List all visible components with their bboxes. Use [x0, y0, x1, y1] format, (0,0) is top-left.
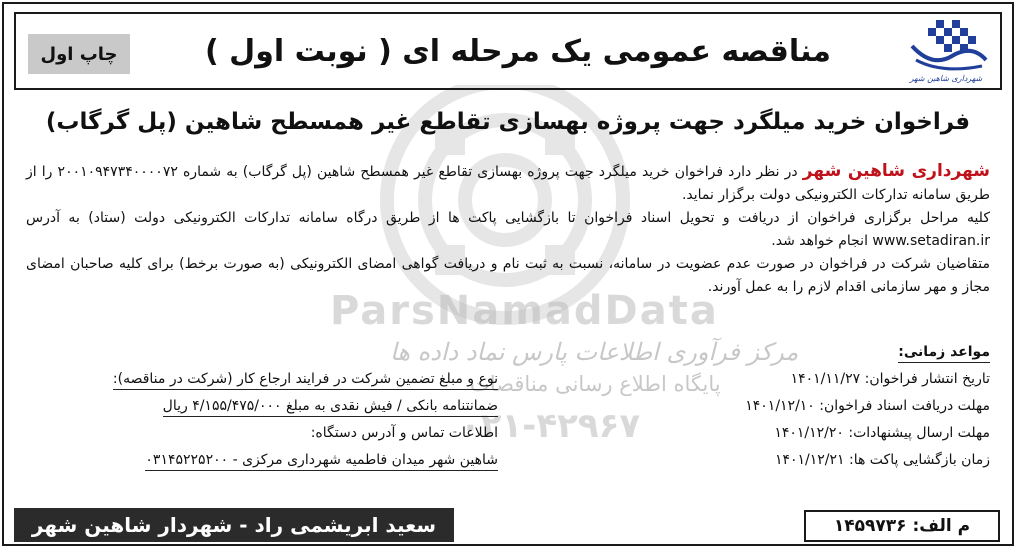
watermark-base-text: پایگاه اطلاع رسانی مناقصات — [470, 372, 721, 396]
schedule-heading: مواعد زمانی: — [898, 342, 990, 363]
guarantee-amount: ضمانتنامه بانکی / فیش نقدی به مبلغ ۴/۱۵۵/۴۷۵/۰۰۰ ریال — [98, 393, 498, 420]
contact-heading: اطلاعات تماس و آدرس دستگاه: — [310, 425, 498, 441]
paragraph-process: کلیه مراحل برگزاری فراخوان از دریافت و تحویل اسناد فراخوان تا بازگشایی پاکت ها از طریق درگاه سامانه تدارکات الکترونیکی دولت (ستاد) به آدرس www.setadiran.ir انجام خواهد شد. — [26, 210, 990, 249]
contact-address: شاهین شهر میدان فاطمیه شهرداری مرکزی - ۰۳۱۴۵۲۲۵۲۰۰ — [98, 447, 498, 474]
guarantee-heading: نوع و مبلغ تضمین شرکت در فرایند ارجاع کار (شرکت در مناقصه): — [98, 366, 498, 393]
schedule-item: تاریخ انتشار فراخوان: ۱۴۰۱/۱۱/۲۷ — [790, 371, 990, 387]
mayor-signature: سعید ابریشمی راد - شهردار شاهین شهر — [14, 508, 454, 542]
municipality-logo-icon — [902, 16, 996, 74]
print-edition-badge: چاپ اول — [28, 34, 130, 74]
schedule-item: مهلت ارسال پیشنهادات: ۱۴۰۱/۱۲/۲۰ — [774, 425, 990, 441]
watermark-phone: ۰۲۱-۴۲۹۶۷ — [460, 406, 641, 446]
logo-caption: شهرداری شاهین شهر — [909, 74, 983, 83]
publication-code — [804, 510, 1000, 542]
guarantee-section — [98, 366, 498, 474]
watermark-brand: ParsNamadData — [330, 288, 719, 334]
notice-header — [14, 12, 1002, 90]
publication-code-label: م الف: — [912, 516, 971, 536]
notice-body — [26, 160, 990, 299]
schedule-item: زمان بازگشایی پاکت ها: ۱۴۰۱/۱۲/۲۱ — [774, 452, 990, 468]
organization-name: شهرداری شاهین شهر — [802, 161, 991, 181]
paragraph-intro — [26, 160, 990, 207]
watermark-center-text: مرکز فرآوری اطلاعات پارس نماد داده ها — [390, 338, 799, 366]
notice-subtitle: فراخوان خرید میلگرد جهت پروژه بهسازی تقاطع غیر همسطح شاهین (پل گرگاب) — [45, 109, 971, 135]
schedule-item: مهلت دریافت اسناد فراخوان: ۱۴۰۱/۱۲/۱۰ — [745, 398, 990, 414]
schedule-list — [710, 366, 990, 474]
publication-code-value: ۱۴۵۹۷۳۶ — [833, 516, 907, 536]
municipality-logo — [902, 16, 996, 90]
paragraph-intro-text: در نظر دارد فراخوان خرید میلگرد جهت پروژه بهسازی تقاطع غیر همسطح شاهین (پل گرگاب) به شماره ۲۰۰۱۰۹۴۷۳۴۰۰۰۰۷۲ را از طریق سامانه تدارکات الکترونیکی دولت برگزار نماید. — [26, 164, 990, 203]
paragraph-registration: متقاضیان شرکت در فراخوان در صورت عدم عضویت در سامانه، نسبت به ثبت نام و دریافت گواهی امضای الکترونیکی (به صورت برخط) برای کلیه صاحبان امضای مجاز و مهر سازمانی اقدام لازم را به عمل آورند. — [26, 256, 990, 295]
page-title: مناقصه عمومی یک مرحله ای ( نوبت اول ) — [205, 34, 831, 69]
